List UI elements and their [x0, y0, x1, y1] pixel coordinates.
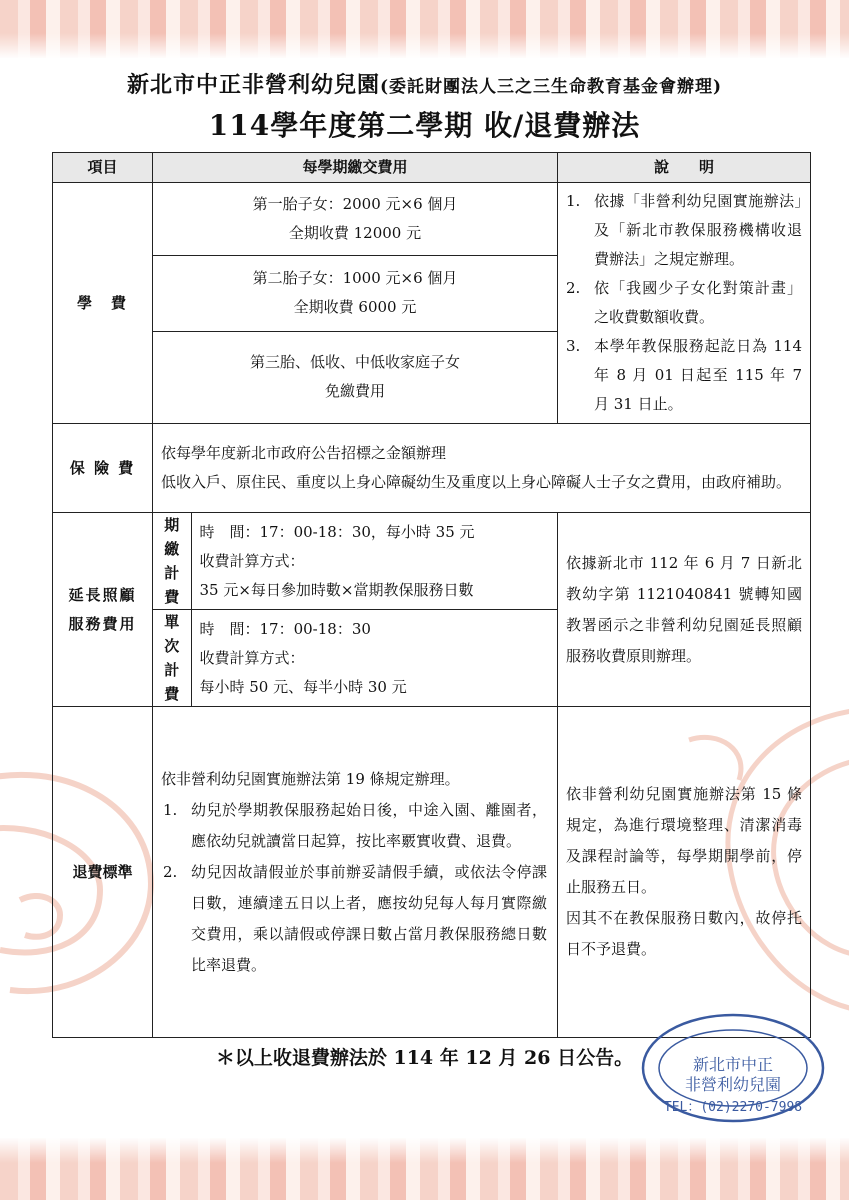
tuition-note-2: 2. 依「我國少子女化對策計畫」之收費數額收費。: [566, 279, 802, 326]
tuition-third-child: [153, 331, 558, 423]
refund-note-1: 依非營利幼兒園實施辦法第 15 條規定，為進行環境整理、清潔消毒及課程討論等，每學期開學前，停止服務五日。: [566, 785, 802, 896]
tuition-second-child-line1: 第二胎子女：1000 元×6 個月: [252, 269, 458, 288]
refund-intro: 依非營利幼兒園實施辦法第 19 條規定辦理。: [161, 769, 460, 788]
extended-care-note: 依據新北市 112 年 6 月 7 日新北教幼字第 1121040841 號轉知國教署函示之非營利幼兒園延長照顧服務收費原則辦理。: [558, 513, 811, 707]
period-fee-line3: 35 元×每日參加時數×當期教保服務日數: [199, 580, 474, 599]
tuition-note-3: 3. 本學年教保服務起訖日為 114 年 8 月 01 日起至 115 年 7 月 31 日止。: [566, 337, 802, 413]
extended-care-fees: [153, 513, 558, 707]
document-title: 114學年度第二學期 收/退費辦法: [208, 109, 641, 142]
announcement-note: ＊以上收退費辦法於 114 年 12 月 26 日公告。: [215, 1047, 634, 1069]
period-fee-content: [191, 513, 557, 610]
single-fee-line2: 收費計算方式：: [199, 648, 305, 667]
stamp-telephone: TEL：(02)2270-7998: [663, 1100, 803, 1115]
tuition-label: 學 費: [53, 183, 153, 424]
insurance-label: 保 險 費: [53, 424, 153, 513]
period-fee-line2: 收費計算方式：: [199, 551, 305, 570]
bottom-decorative-band: [0, 1138, 849, 1200]
single-fee-label: 單次計費: [153, 610, 191, 707]
refund-item-1: 1. 幼兒於學期教保服務起始日後，中途入園、離園者，應依幼兒就讀當日起算，按比率覈實收費、退費。: [163, 800, 547, 850]
tuition-second-child: [153, 256, 558, 331]
refund-row: [53, 707, 811, 1038]
tuition-first-child-line2: 全期收費 12000 元: [288, 224, 422, 243]
org-name: 新北市中正非營利幼兒園: [126, 72, 380, 98]
refund-content: [153, 707, 558, 1038]
insurance-line2: 低收入戶、原住民、重度以上身心障礙幼生及重度以上身心障礙人士子女之費用，由政府補助。: [161, 473, 792, 491]
header-fee: 每學期繳交費用: [153, 153, 558, 183]
single-fee-line3: 每小時 50 元、每半小時 30 元: [199, 677, 407, 696]
insurance-row: [53, 424, 811, 513]
stamp-line1: 新北市中正: [692, 1055, 773, 1074]
org-title: [0, 68, 849, 99]
tuition-third-child-line1: 第三胎、低收、中低收家庭子女: [249, 353, 460, 372]
period-fee-row: [153, 513, 557, 610]
tuition-first-child-line1: 第一胎子女：2000 元×6 個月: [252, 195, 458, 214]
header-description: 說 明: [558, 153, 811, 183]
period-fee-line1: 時 間：17：00-18：30，每小時 35 元: [199, 522, 475, 541]
tuition-third-child-line2: 免繳費用: [324, 382, 385, 401]
extended-care-label: 延長照顧 服務費用: [53, 513, 153, 707]
single-fee-content: [191, 610, 557, 707]
single-fee-row: [153, 610, 557, 707]
single-fee-line1: 時 間：17：00-18：30: [199, 619, 371, 638]
header-item: 項目: [53, 153, 153, 183]
table-header-row: [53, 153, 811, 183]
extended-care-row: [53, 513, 811, 707]
refund-label: 退費標準: [53, 707, 153, 1038]
tuition-note-1: 1. 依據「非營利幼兒園實施辦法」及「新北市教保服務機構收退費辦法」之規定辦理。: [566, 192, 802, 268]
period-fee-label: 期繳計費: [153, 513, 191, 610]
official-stamp: [640, 1012, 826, 1124]
tuition-second-child-line2: 全期收費 6000 元: [293, 298, 417, 317]
tuition-first-child: [153, 183, 558, 256]
top-decorative-band: [0, 0, 849, 58]
fee-table: [52, 152, 811, 1038]
refund-note-2: 因其不在教保服務日數內，故停托日不予退費。: [566, 909, 802, 958]
tuition-notes: [558, 183, 811, 424]
extended-care-inner-table: [153, 513, 557, 706]
stamp-line2: 非營利幼兒園: [684, 1075, 781, 1094]
org-subtitle: (委託財團法人三之三生命教育基金會辦理): [379, 77, 723, 97]
refund-notes: [558, 707, 811, 1038]
insurance-content: [153, 424, 811, 513]
insurance-line1: 依每學年度新北市政府公告招標之金額辦理: [161, 444, 447, 462]
tuition-row-1: [53, 183, 811, 256]
refund-item-2: 2. 幼兒因故請假並於事前辦妥請假手續，或依法令停課日數，連續達五日以上者，應按幼兒每人每月實際繳交費用，乘以請假或停課日數占當月教保服務總日數比率退費。: [163, 862, 547, 974]
